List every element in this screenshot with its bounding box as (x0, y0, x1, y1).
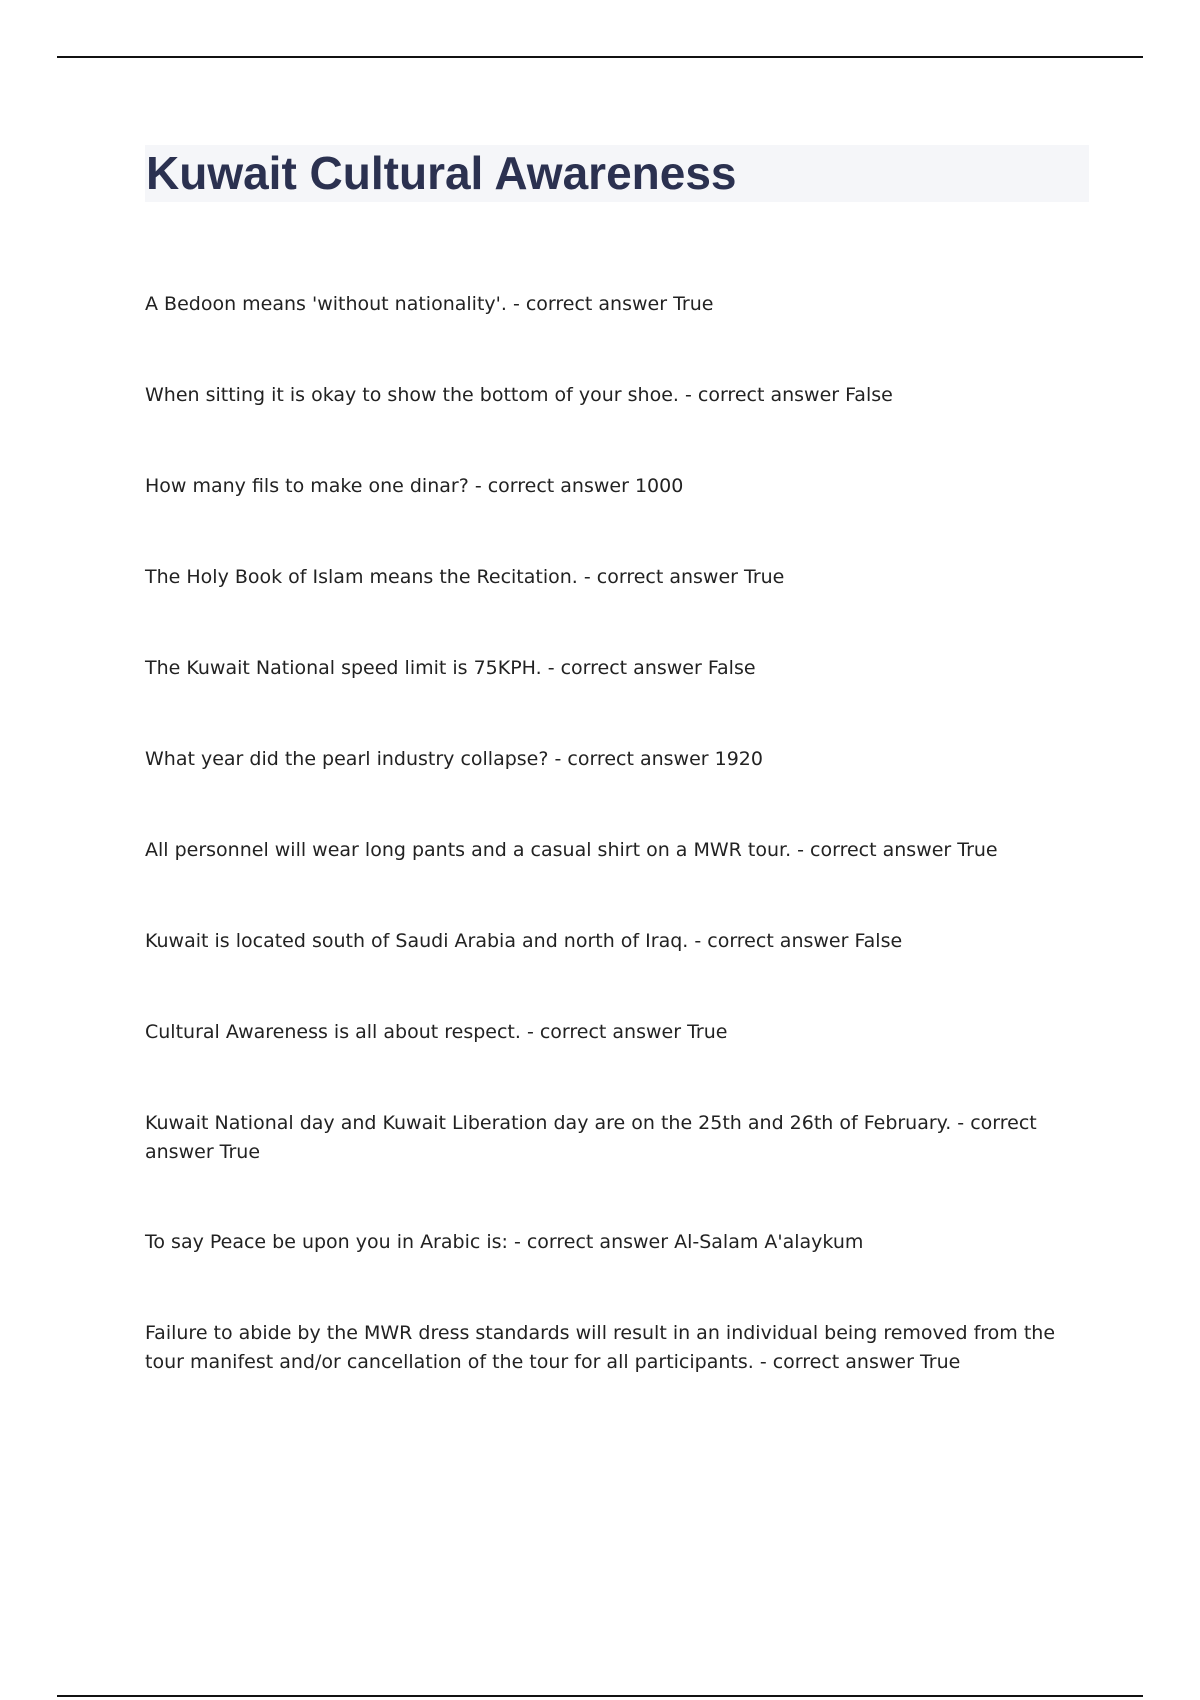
qa-item: Failure to abide by the MWR dress standards will result in an individual being removed from the tour manifest and/or cancellation of the tour for all participants. - correct answer True (145, 1322, 1056, 1373)
qa-item: Cultural Awareness is all about respect. - correct answer True (145, 1021, 728, 1043)
qa-item: The Holy Book of Islam means the Recitation. - correct answer True (145, 566, 785, 588)
bottom-rule (57, 1695, 1143, 1697)
top-rule (57, 56, 1143, 58)
qa-item: Kuwait National day and Kuwait Liberation day are on the 25th and 26th of February. - correct answer True (145, 1112, 1037, 1163)
page-title: Kuwait Cultural Awareness (146, 147, 737, 199)
qa-item: When sitting it is okay to show the bottom of your shoe. - correct answer False (145, 384, 893, 406)
question-answer-list (145, 290, 1065, 1438)
qa-item: The Kuwait National speed limit is 75KPH. - correct answer False (145, 657, 756, 679)
qa-item: How many fils to make one dinar? - correct answer 1000 (145, 475, 684, 497)
qa-item: All personnel will wear long pants and a casual shirt on a MWR tour. - correct answer True (145, 839, 998, 861)
qa-item: Kuwait is located south of Saudi Arabia and north of Iraq. - correct answer False (145, 930, 903, 952)
qa-item: A Bedoon means 'without nationality'. - correct answer True (145, 293, 714, 315)
qa-item: To say Peace be upon you in Arabic is: - correct answer Al-Salam A'alaykum (145, 1231, 864, 1253)
qa-item: What year did the pearl industry collapse? - correct answer 1920 (145, 748, 763, 770)
